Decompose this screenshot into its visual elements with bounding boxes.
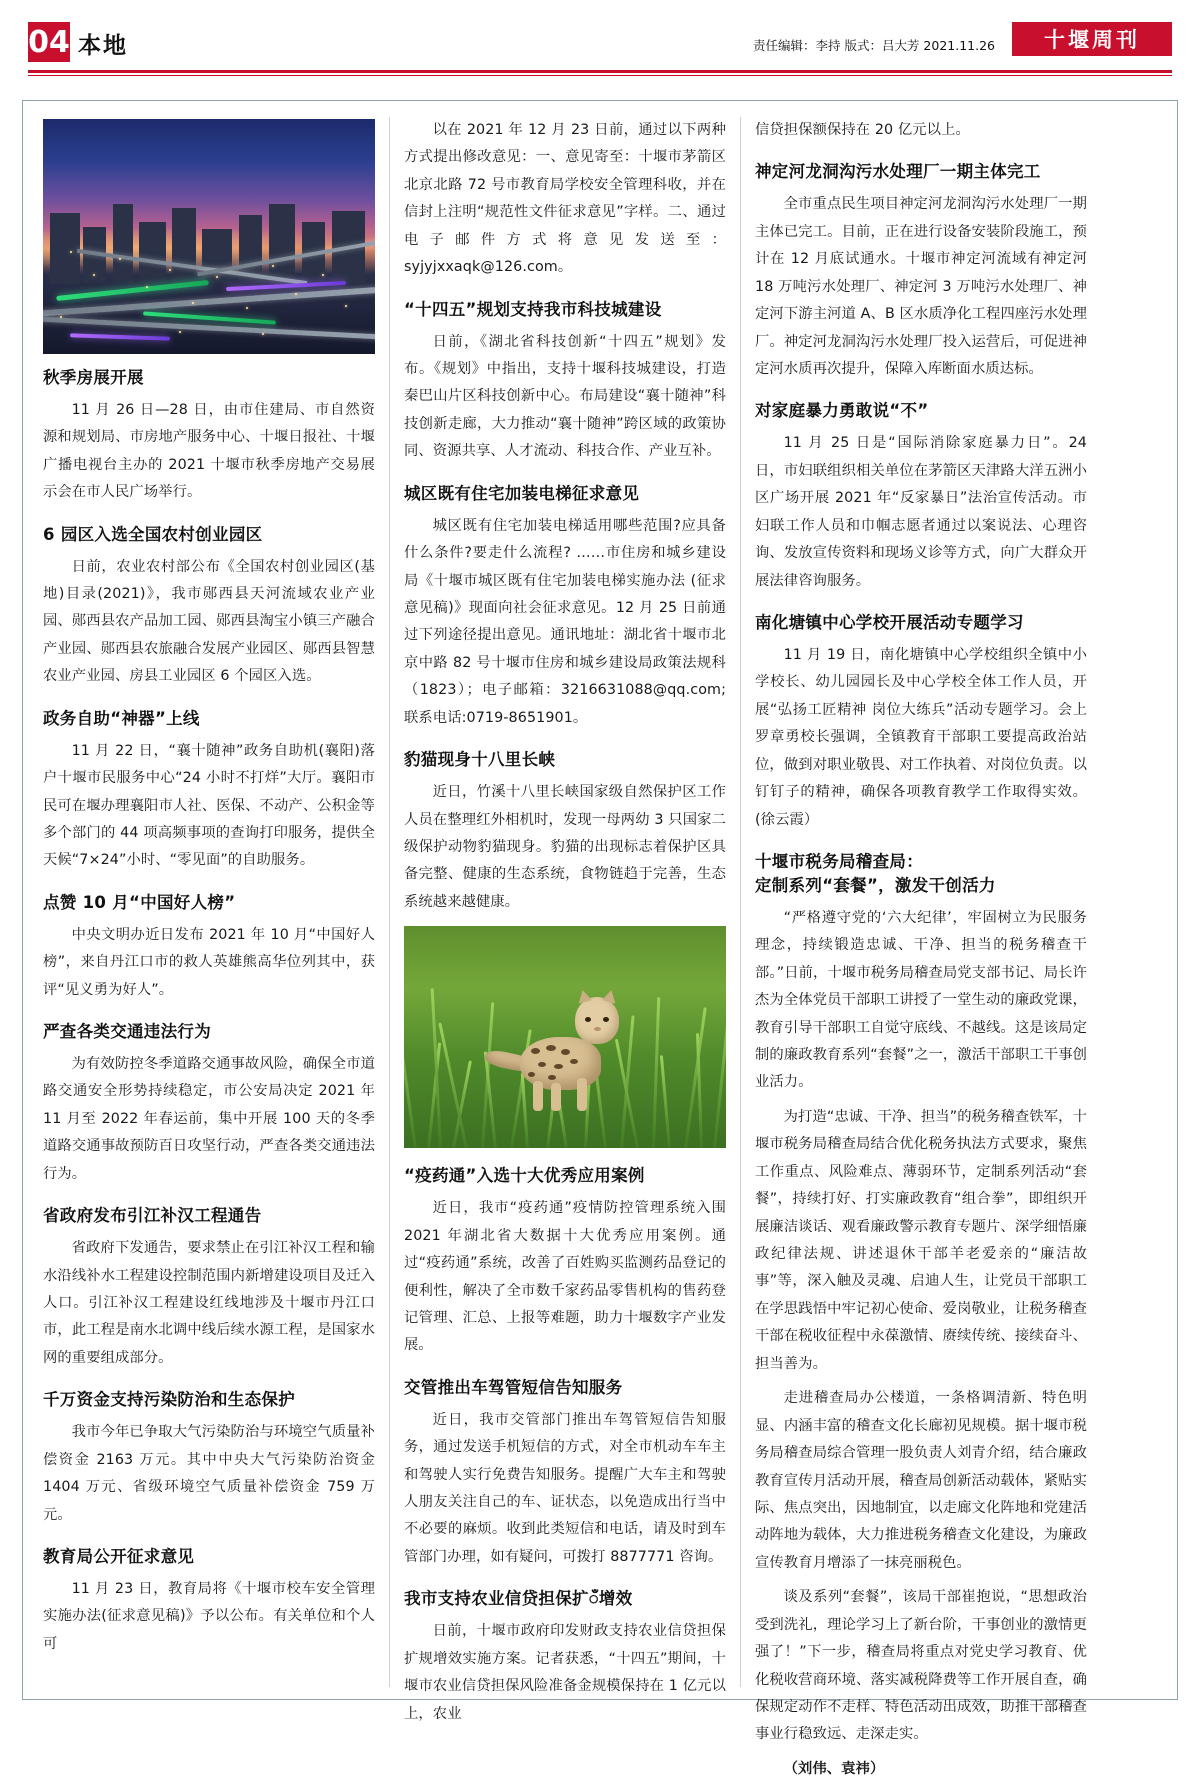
article-title: 6 园区入选全国农村创业园区 bbox=[43, 524, 263, 544]
article-paragraph: 日前，《湖北省科技创新“十四五”规划》发布。《规划》中指出，支持十堰科技城建设，打造秦巴山片区科技创新中心。布局建设“襄十随神”科技创新走廊，大力推动“襄十随神”跨区域的政策协同、资源共享、人才流动、科技合作、产业互补。 bbox=[404, 333, 726, 460]
article-paragraph: 省政府下发通告，要求禁止在引江补汉工程和输水沿线补水工程建设控制范围内新增建设项目及迁入人口。引江补汉工程建设红线地涉及十堰市丹江口市，此工程是南水北调中线后续水源工程，是国家水网的重要组成部分。 bbox=[43, 1240, 375, 1366]
cat-figure bbox=[513, 993, 622, 1108]
article-columns bbox=[39, 115, 1161, 1777]
masthead-logo: 十堰周刊 bbox=[1012, 22, 1172, 56]
page-credits: 责任编辑：李持 版式：吕大芳 2021.11.26 bbox=[752, 38, 995, 53]
article-title: “疫药通”入选十大优秀应用案例 bbox=[404, 1166, 645, 1186]
article-paragraph: 我市今年已争取大气污染防治与环境空气质量补偿资金 2163 万元。其中中央大气污染防治资金 1404 万元、省级环境空气质量补偿资金 759 万元。 bbox=[43, 1424, 375, 1523]
article-title: “十四五”规划支持我市科技城建设 bbox=[404, 299, 662, 319]
article-paragraph: 城区既有住宅加装电梯适用哪些范围?应具备什么条件?要走什么流程? ……市住房和城乡建设局《十堰市城区既有住宅加装电梯实施办法 (征求意见稿)》现面向社会征求意见。12 月 25 日前通过下列途径提出意见。通讯地址：湖北省十堰市北京中路 82 号十堰市住房和城乡建设局政策法规科（1823）；电子邮箱：3216631088@qq.com;联系电话:0719-8651901。 bbox=[404, 517, 726, 726]
leopard-cat-photo bbox=[404, 926, 726, 1148]
article-title: 神定河龙洞沟污水处理厂一期主体完工 bbox=[755, 162, 1041, 182]
article-title: 城区既有住宅加装电梯征求意见 bbox=[404, 483, 640, 503]
article-paragraph: “严格遵守党的‘六大纪律’，牢固树立为民服务理念，持续锻造忠诚、干净、担当的税务稽查干部。”日前，十堰市税务局稽查局党支部书记、局长许杰为全体党员干部职工讲授了一堂生动的廉政党课，教育引导干部职工自觉守底线、不越线。这是该局定制的廉政教育系列“套餐”之一，激活干部职工干事创业活力。 bbox=[755, 909, 1087, 1091]
article-title: 交管推出车驾管短信告知服务 bbox=[404, 1377, 623, 1397]
article-title: 教育局公开征求意见 bbox=[43, 1547, 195, 1567]
article-title: 我市支持农业信贷担保扩ँ增效 bbox=[404, 1589, 633, 1609]
article-title: 省政府发布引江补汉工程通告 bbox=[43, 1206, 262, 1226]
article-paragraph: 中央文明办近日发布 2021 年 10 月“中国好人榜”，来自丹江口市的救人英雄熊高华位列其中，获评“见义勇为好人”。 bbox=[43, 926, 375, 998]
page-frame bbox=[22, 100, 1178, 1777]
article-paragraph: 谈及系列“套餐”，该局干部崔抱说，“思想政治受到洗礼，理论学习上了新台阶，干事创业的激情更强了！”下一步，稽查局将重点对党史学习教育、优化税收营商环境、落实减税降费等工作开展自查，确保规定动作不走样、特色活动出成效，助推干部稽查事业行稳致远、走深走实。 bbox=[755, 1589, 1087, 1743]
article-paragraph: 11 月 23 日，教育局将《十堰市校车安全管理实施办法(征求意见稿)》予以公布。有关单位和个人可 bbox=[43, 1580, 375, 1652]
page-number-badge: 04 bbox=[28, 22, 70, 62]
city-night-aerial-photo bbox=[43, 119, 375, 354]
article-title-line-1: 十堰市税务局稽查局： bbox=[755, 851, 923, 871]
article-title-feature bbox=[755, 850, 1087, 898]
column-2 bbox=[390, 115, 740, 1722]
article-paragraph: 11 月 22 日，“襄十随神”政务自助机(襄阳)落户十堰市民服务中心“24 小时不打烊”大厅。襄阳市民可在堰办理襄阳市人社、医保、不动产、公积金等多个部门的 44 项高频事项的查询打印服务，提供全天候“7×24”小时、“零见面”的自助服务。 bbox=[43, 742, 375, 869]
article-paragraph: 11 月 25 日是“国际消除家庭暴力日”。24 日，市妇联组织相关单位在茅箭区天津路大洋五洲小区广场开展 2021 年“反家暴日”法治宣传活动。市妇联工作人员和巾帼志愿者通过以案说法、心理咨询、发放宣传资料和现场义诊等方式，向广大群众开展法律咨询服务。 bbox=[755, 435, 1087, 589]
article-paragraph: 近日，我市交管部门推出车驾管短信告知服务，通过发送手机短信的方式，对全市机动车车主和驾驶人实行免费告知服务。提醒广大车主和驾驶人朋友关注自己的车、证状态，以免造成出行当中不必要的麻烦。收到此类短信和电话，请及时到车管部门办理，如有疑问，可拨打 8877771 咨询。 bbox=[404, 1411, 726, 1565]
article-paragraph-continued: 以在 2021 年 12 月 23 日前，通过以下两种方式提出修改意见：一、意见寄至：十堰市茅箭区北京北路 72 号市教育局学校安全管理科收，并在信封上注明“规范性文件征求意见”字样。二、通过电子邮件方式将意见发送至：syjyjxxaqk@126.com。 bbox=[404, 122, 726, 276]
article-byline: （刘伟、袁祎） bbox=[783, 1760, 885, 1777]
article-paragraph: 近日，竹溪十八里长峡国家级自然保护区工作人员在整理红外相机时，发现一母两幼 3 只国家二级保护动物豹猫现身。豹猫的出现标志着保护区具备完整、健康的生态系统，食物链趋于完善，生态系统越来越健康。 bbox=[404, 784, 726, 910]
article-paragraph: 日前，十堰市政府印发财政支持农业信贷担保扩规增效实施方案。记者获悉，“十四五”期间，十堰市农业信贷担保风险准备金规模保持在 1 亿元以上，农业 bbox=[404, 1623, 726, 1722]
article-paragraph: 11 月 26 日—28 日，由市住建局、市自然资源和规划局、市房地产服务中心、十堰日报社、十堰广播电视台主办的 2021 十堰市秋季房地产交易展示会在市人民广场举行。 bbox=[43, 401, 375, 501]
article-title: 点赞 10 月“中国好人榜” bbox=[43, 892, 236, 912]
article-paragraph: 日前，农业农村部公布《全国农村创业园区(基地)目录(2021)》，我市郧西县天河流域农业产业园、郧西县农产品加工园、郧西县淘宝小镇三产融合产业园、郧西县农旅融合发展产业园区、郧西县智慧农业产业园、房县工业园区 6 个园区入选。 bbox=[43, 558, 375, 685]
page-header bbox=[0, 0, 1200, 78]
article-title: 豹猫现身十八里长峡 bbox=[404, 750, 556, 770]
header-divider-thin bbox=[28, 75, 1172, 76]
article-paragraph-continued: 信贷担保额保持在 20 亿元以上。 bbox=[755, 122, 970, 138]
column-3 bbox=[741, 115, 1091, 1777]
article-title: 秋季房展开展 bbox=[43, 368, 144, 387]
article-paragraph: 近日，我市“疫药通”疫情防控管理系统入围 2021 年湖北省大数据十大优秀应用案例。通过“疫药通”系统，改善了百姓购买监测药品登记的便利性，解决了全市数千家药品零售机构的售药登记管理、汇总、上报等难题，助力十堰数字产业发展。 bbox=[404, 1200, 726, 1354]
article-paragraph: 走进稽查局办公楼道，一条格调清新、特色明显、内涵丰富的稽查文化长廊初见规模。据十堰市税务局稽查局综合管理一股负责人刘青介绍，结合廉政教育宣传月活动开展，稽查局创新活动载体，紧贴实际、焦点突出，因地制宜，以走廊文化阵地和党建活动阵地为载体，大力推进税务稽查文化建设，为廉政宣传教育月增添了一抹亮丽税色。 bbox=[755, 1390, 1087, 1571]
article-title: 对家庭暴力勇敢说“不” bbox=[755, 401, 929, 421]
article-paragraph: 为有效防控冬季道路交通事故风险，确保全市道路交通安全形势持续稳定，市公安局决定 2021 年 11 月至 2022 年春运前，集中开展 100 天的冬季道路交通事故预防百日攻坚行动，严查各类交通违法行为。 bbox=[43, 1056, 375, 1182]
article-paragraph: 11 月 19 日，南化塘镇中心学校组织全镇中小学校长、幼儿园园长及中心学校全体工作人员，开展“弘扬工匠精神 岗位大练兵”活动专题学习。会上罗章勇校长强调，全镇教育干部职工要提高政治站位，做到对职业敬畏、对工作执着、对岗位负责。以钉钉子的精神，确保各项教育教学工作取得实效。(徐云霞） bbox=[755, 646, 1087, 828]
article-title: 南化塘镇中心学校开展活动专题学习 bbox=[755, 612, 1024, 632]
article-paragraph: 为打造“忠诚、干净、担当”的税务稽查铁军，十堰市税务局稽查局结合优化税务执法方式要求，聚焦工作重点、风险难点、薄弱环节，定制系列活动“套餐”，持续打好、打实廉政教育“组合拳”，即组织开展廉洁谈话、观看廉政警示教育专题片、深学细悟廉政纪律法规、讲述退休干部羊老爱亲的“廉洁故事”等，深入触及灵魂、启迪人生，让党员干部职工在学思践悟中牢记初心使命、爱岗敬业，让税务稽查干部在税收征程中永葆激情、赓续传统、接续奋斗、担当善为。 bbox=[755, 1108, 1087, 1372]
article-title: 千万资金支持污染防治和生态保护 bbox=[43, 1390, 295, 1410]
article-title: 政务自助“神器”上线 bbox=[43, 708, 200, 728]
header-divider-thick bbox=[28, 70, 1172, 73]
column-1 bbox=[39, 115, 389, 1689]
article-title: 严查各类交通违法行为 bbox=[43, 1022, 211, 1042]
article-title-line-2: 定制系列“套餐”，激发干创活力 bbox=[755, 875, 996, 895]
page-section-label: 本地 bbox=[78, 33, 128, 59]
article-paragraph: 全市重点民生项目神定河龙洞沟污水处理厂一期主体已完工。目前，正在进行设备安装阶段施工，预计在 12 月底试通水。十堰市神定河流域有神定河 18 万吨污水处理厂、神定河 3 万吨污水处理厂、神定河下游主河道 A、B 区水质净化工程四座污水处理厂。神定河龙洞沟污水处理厂投入运营后，可促进神定河水质再次提升，保障入库断面水质达标。 bbox=[755, 196, 1087, 377]
